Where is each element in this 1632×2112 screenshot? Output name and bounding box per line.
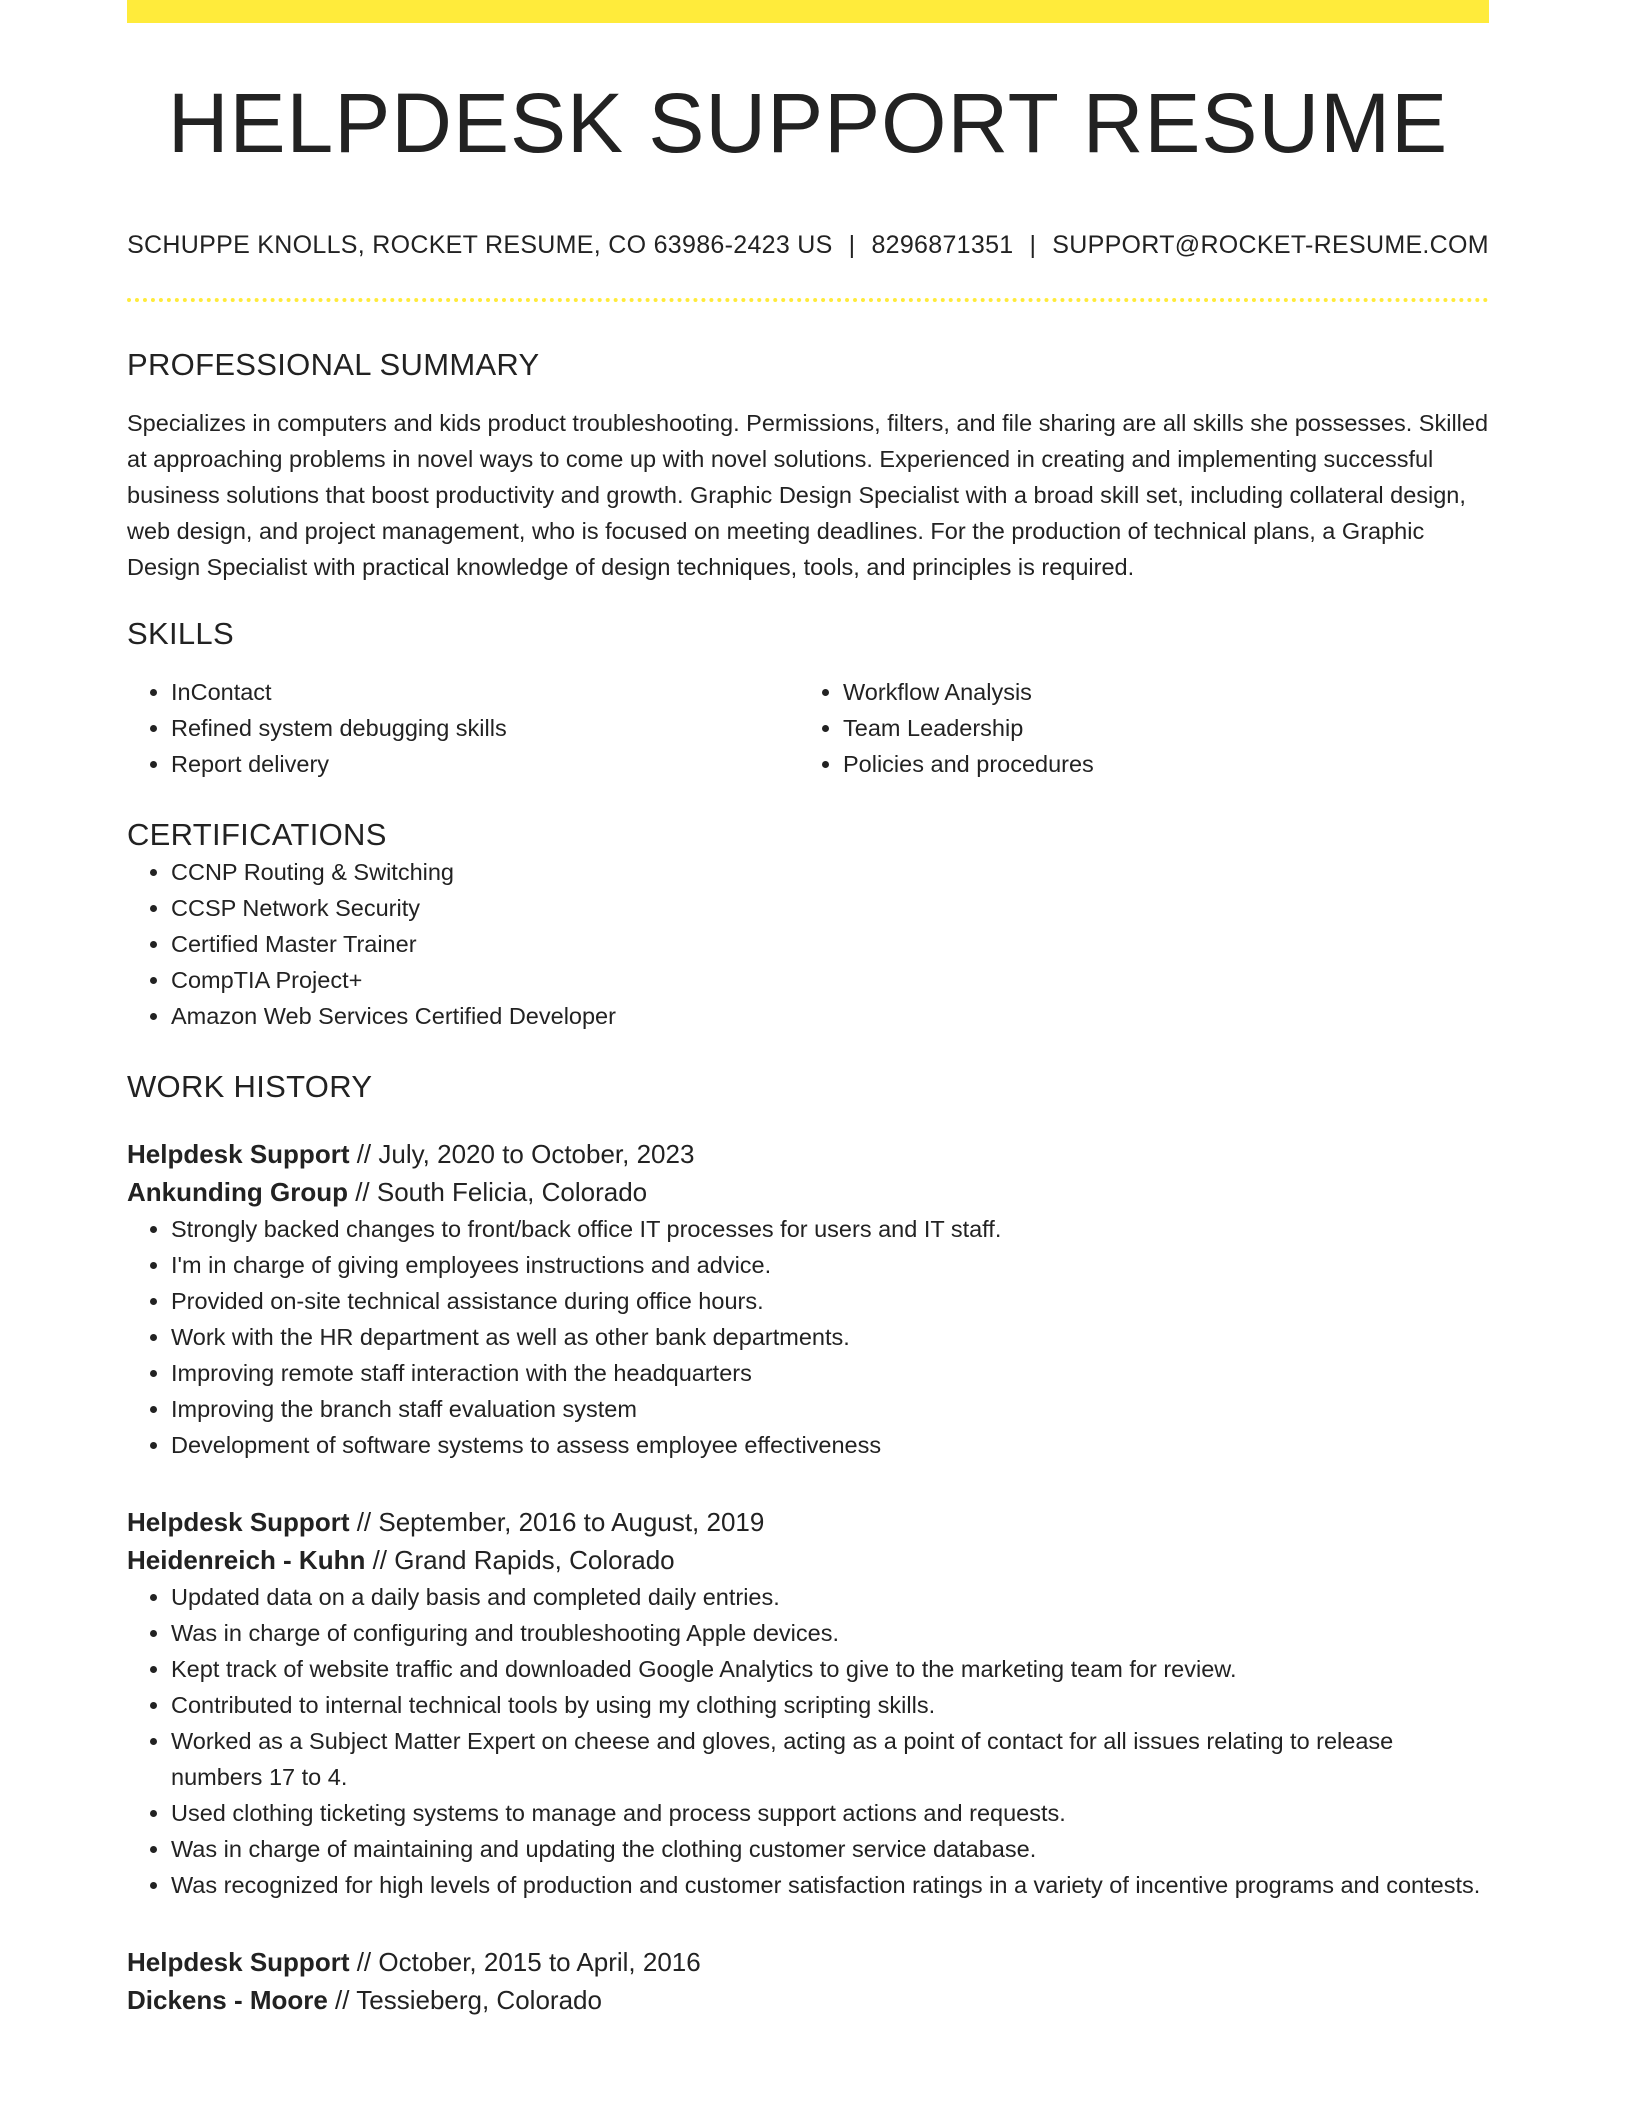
certifications-list (127, 854, 1489, 1034)
job-bullet: • Improving the branch staff evaluation system (171, 1391, 1489, 1427)
skill-item: • Workflow Analysis (843, 674, 1471, 710)
dotted-divider (127, 298, 1489, 302)
job-dates: // September, 2016 to August, 2019 (349, 1506, 765, 1537)
certification-item: • Amazon Web Services Certified Developer (171, 998, 1489, 1034)
contact-email: SUPPORT@ROCKET-RESUME.COM (1052, 231, 1489, 259)
job-bullets (127, 1211, 1489, 1463)
skill-item: • Refined system debugging skills (171, 710, 799, 746)
job-bullet: • Used clothing ticketing systems to manage and process support actions and requests. (171, 1795, 1489, 1831)
top-accent-bar (127, 0, 1489, 23)
skill-item: • Policies and procedures (843, 746, 1471, 782)
job-title-line (127, 1135, 1489, 1173)
contact-separator: | (1029, 231, 1037, 259)
job-dates: // July, 2020 to October, 2023 (349, 1138, 695, 1169)
skills-column-right (799, 674, 1471, 782)
job-bullet: • Updated data on a daily basis and completed daily entries. (171, 1579, 1489, 1615)
skill-item: • InContact (171, 674, 799, 710)
job-company: Dickens - Moore (127, 1984, 328, 2015)
contact-phone: 8296871351 (871, 231, 1014, 259)
skills-list-left (127, 674, 799, 782)
certifications-heading: CERTIFICATIONS (127, 817, 387, 853)
job-entry (127, 1943, 1489, 2019)
skills-column-left (127, 674, 799, 782)
job-entry (127, 1135, 1489, 1463)
job-bullet: • I'm in charge of giving employees instructions and advice. (171, 1247, 1489, 1283)
skill-item: • Team Leadership (843, 710, 1471, 746)
resume-page (127, 0, 1489, 2019)
contact-line (127, 231, 1489, 260)
certification-item: • Certified Master Trainer (171, 926, 1489, 962)
certification-item: • CCSP Network Security (171, 890, 1489, 926)
job-company: Heidenreich - Kuhn (127, 1544, 366, 1575)
job-dates: // October, 2015 to April, 2016 (349, 1946, 701, 1977)
job-company-line (127, 1541, 1489, 1579)
job-company-line (127, 1981, 1489, 2019)
skills-heading: SKILLS (127, 616, 234, 652)
job-location: // Grand Rapids, Colorado (365, 1544, 675, 1575)
job-title: Helpdesk Support (127, 1138, 350, 1169)
job-location: // South Felicia, Colorado (347, 1176, 648, 1207)
skills-columns (127, 674, 1489, 782)
certification-item: • CCNP Routing & Switching (171, 854, 1489, 890)
summary-text: Specializes in computers and kids product troubleshooting. Permissions, filters, and file sharing are all skills she possesses. Skilled at approaching problems in novel ways to come up with novel solutions. Experienced in creating and implementing successful business solutions that boost productivity and growth. Graphic Design Specialist with a broad skill set, including collateral design, web design, and project management, who is focused on meeting deadlines. For the production of technical plans, a Graphic Design Specialist with practical knowledge of design techniques, tools, and principles is required. (127, 410, 1489, 581)
job-company: Ankunding Group (127, 1176, 348, 1207)
summary-heading: PROFESSIONAL SUMMARY (127, 347, 540, 382)
job-entry (127, 1503, 1489, 1903)
job-bullet: • Work with the HR department as well as other bank departments. (171, 1319, 1489, 1355)
job-bullet: • Was in charge of maintaining and updating the clothing customer service database. (171, 1831, 1489, 1867)
job-company-line (127, 1173, 1489, 1211)
job-bullet: • Was recognized for high levels of production and customer satisfaction ratings in a variety of incentive programs and contests. (171, 1867, 1489, 1903)
job-bullet: • Development of software systems to assess employee effectiveness (171, 1427, 1489, 1463)
job-bullet: • Worked as a Subject Matter Expert on cheese and gloves, acting as a point of contact for all issues relating to release numbers 17 to 4. (171, 1723, 1489, 1795)
job-bullet: • Improving remote staff interaction with the headquarters (171, 1355, 1489, 1391)
skills-list-right (799, 674, 1471, 782)
certification-item: • CompTIA Project+ (171, 962, 1489, 998)
resume-title: HELPDESK SUPPORT RESUME (167, 76, 1449, 170)
job-bullet: • Kept track of website traffic and downloaded Google Analytics to give to the marketing team for review. (171, 1651, 1489, 1687)
job-bullet: • Contributed to internal technical tools by using my clothing scripting skills. (171, 1687, 1489, 1723)
skill-item: • Report delivery (171, 746, 799, 782)
contact-separator: | (848, 231, 856, 259)
work-history-heading: WORK HISTORY (127, 1068, 373, 1104)
job-bullets (127, 1579, 1489, 1903)
contact-address: SCHUPPE KNOLLS, ROCKET RESUME, CO 63986-2423 US (127, 231, 833, 259)
job-bullet: • Strongly backed changes to front/back office IT processes for users and IT staff. (171, 1211, 1489, 1247)
job-title: Helpdesk Support (127, 1506, 350, 1537)
job-location: // Tessieberg, Colorado (327, 1984, 602, 2015)
job-title-line (127, 1943, 1489, 1981)
job-title-line (127, 1503, 1489, 1541)
job-bullet: • Was in charge of configuring and troubleshooting Apple devices. (171, 1615, 1489, 1651)
job-bullet: • Provided on-site technical assistance during office hours. (171, 1283, 1489, 1319)
job-title: Helpdesk Support (127, 1946, 350, 1977)
